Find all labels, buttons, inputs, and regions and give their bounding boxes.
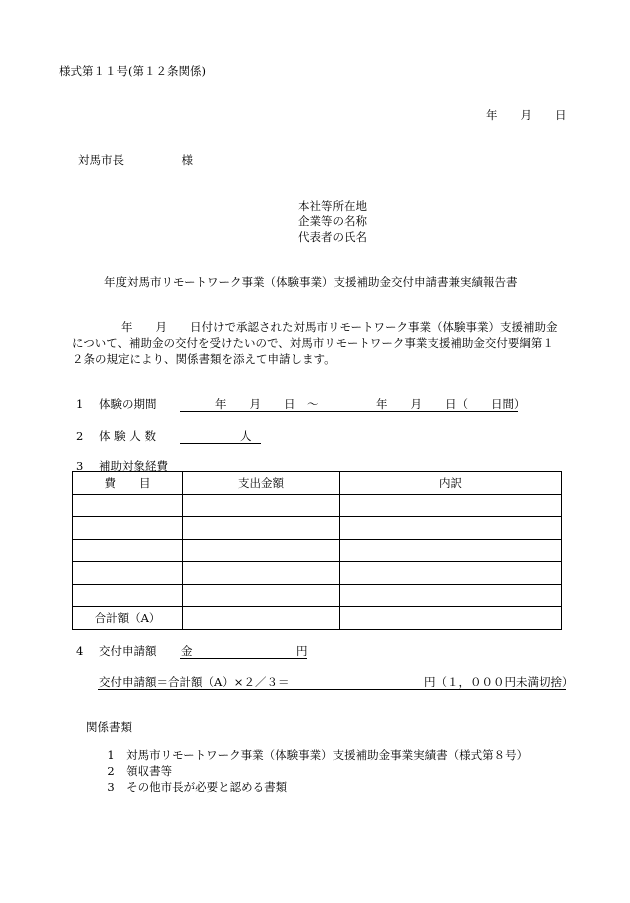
- item2-underline: [180, 443, 261, 444]
- item1-underline: [180, 411, 518, 412]
- table-cell[interactable]: [183, 562, 340, 585]
- expense-table: [72, 471, 562, 630]
- table-cell[interactable]: [340, 539, 562, 562]
- addressee: 対馬市長 様: [78, 153, 193, 167]
- table-cell[interactable]: [73, 562, 183, 585]
- amount-underline: [180, 658, 307, 659]
- list-item: [100, 770, 287, 793]
- applicant-representative-label: 代表者の氏名: [298, 230, 367, 244]
- table-cell[interactable]: [183, 584, 340, 607]
- total-amount-cell[interactable]: [183, 607, 340, 630]
- formula-text: 交付申請額＝合計額（A）×２／３＝: [99, 675, 290, 689]
- table-header-row: [73, 472, 562, 495]
- total-breakdown-cell[interactable]: [340, 607, 562, 630]
- header-breakdown: 内訳: [340, 472, 562, 495]
- related-doc-text: 対馬市リモートワーク事業（体験事業）支援補助金事業実績書（様式第８号）: [126, 747, 529, 762]
- body-line-2: について、補助金の交付を受けたいので、対馬市リモートワーク事業支援補助金交付要綱第１: [72, 336, 554, 350]
- body-line-3: ２条の規定により、関係書類を添えて申請します。: [72, 352, 336, 366]
- item4-label: 交付申請額: [99, 644, 157, 658]
- related-doc-number: 2: [107, 763, 115, 778]
- related-doc-text: その他市長が必要と認める書類: [126, 779, 288, 794]
- table-total-row: [73, 607, 562, 630]
- table-cell[interactable]: [340, 562, 562, 585]
- related-docs-heading: 関係書類: [86, 720, 132, 734]
- table-cell[interactable]: [340, 494, 562, 517]
- item3-number: 3: [76, 459, 84, 473]
- document-title: 年度対馬市リモートワーク事業（体験事業）支援補助金交付申請書兼実績報告書: [104, 275, 518, 289]
- amount-unit: 円: [296, 644, 308, 658]
- applicant-company-label: 企業等の名称: [298, 214, 367, 228]
- table-cell[interactable]: [73, 584, 183, 607]
- item1-period-value: 年 月 日 ～ 年 月 日（ 日間）: [215, 397, 526, 411]
- table-row: [73, 517, 562, 540]
- table-cell[interactable]: [183, 539, 340, 562]
- item2-label: 体 験 人 数: [99, 429, 156, 443]
- item3-label: 補助対象経費: [99, 459, 168, 473]
- header-amount: 支出金額: [183, 472, 340, 495]
- item2-people-unit: 人: [240, 429, 252, 443]
- form-number: 様式第１１号(第１２条関係): [59, 64, 206, 78]
- table-row: [73, 494, 562, 517]
- item2-number: 2: [76, 429, 84, 443]
- amount-prefix: 金: [181, 644, 193, 658]
- item1-label: 体験の期間: [99, 397, 157, 411]
- table-cell[interactable]: [73, 517, 183, 540]
- total-label: 合計額（A）: [73, 607, 183, 630]
- table-cell[interactable]: [340, 584, 562, 607]
- related-doc-text: 領収書等: [126, 763, 173, 778]
- applicant-address-label: 本社等所在地: [298, 199, 367, 213]
- table-row: [73, 539, 562, 562]
- item4-number: 4: [76, 644, 84, 658]
- table-row: [73, 562, 562, 585]
- table-row: [73, 584, 562, 607]
- table-cell[interactable]: [73, 539, 183, 562]
- table-cell[interactable]: [73, 494, 183, 517]
- related-doc-number: 3: [107, 779, 115, 794]
- formula-note: 円（１，０００円未満切捨）: [424, 675, 574, 689]
- related-doc-number: 1: [107, 747, 115, 762]
- item1-number: 1: [76, 397, 84, 411]
- table-cell[interactable]: [183, 494, 340, 517]
- header-expense-item: 費 目: [73, 472, 183, 495]
- table-cell[interactable]: [183, 517, 340, 540]
- formula-underline: [98, 689, 566, 690]
- date-line: 年 月 日: [486, 108, 567, 122]
- body-line-1: 年 月 日付けで承認された対馬市リモートワーク事業（体験事業）支援補助金: [121, 320, 558, 334]
- table-cell[interactable]: [340, 517, 562, 540]
